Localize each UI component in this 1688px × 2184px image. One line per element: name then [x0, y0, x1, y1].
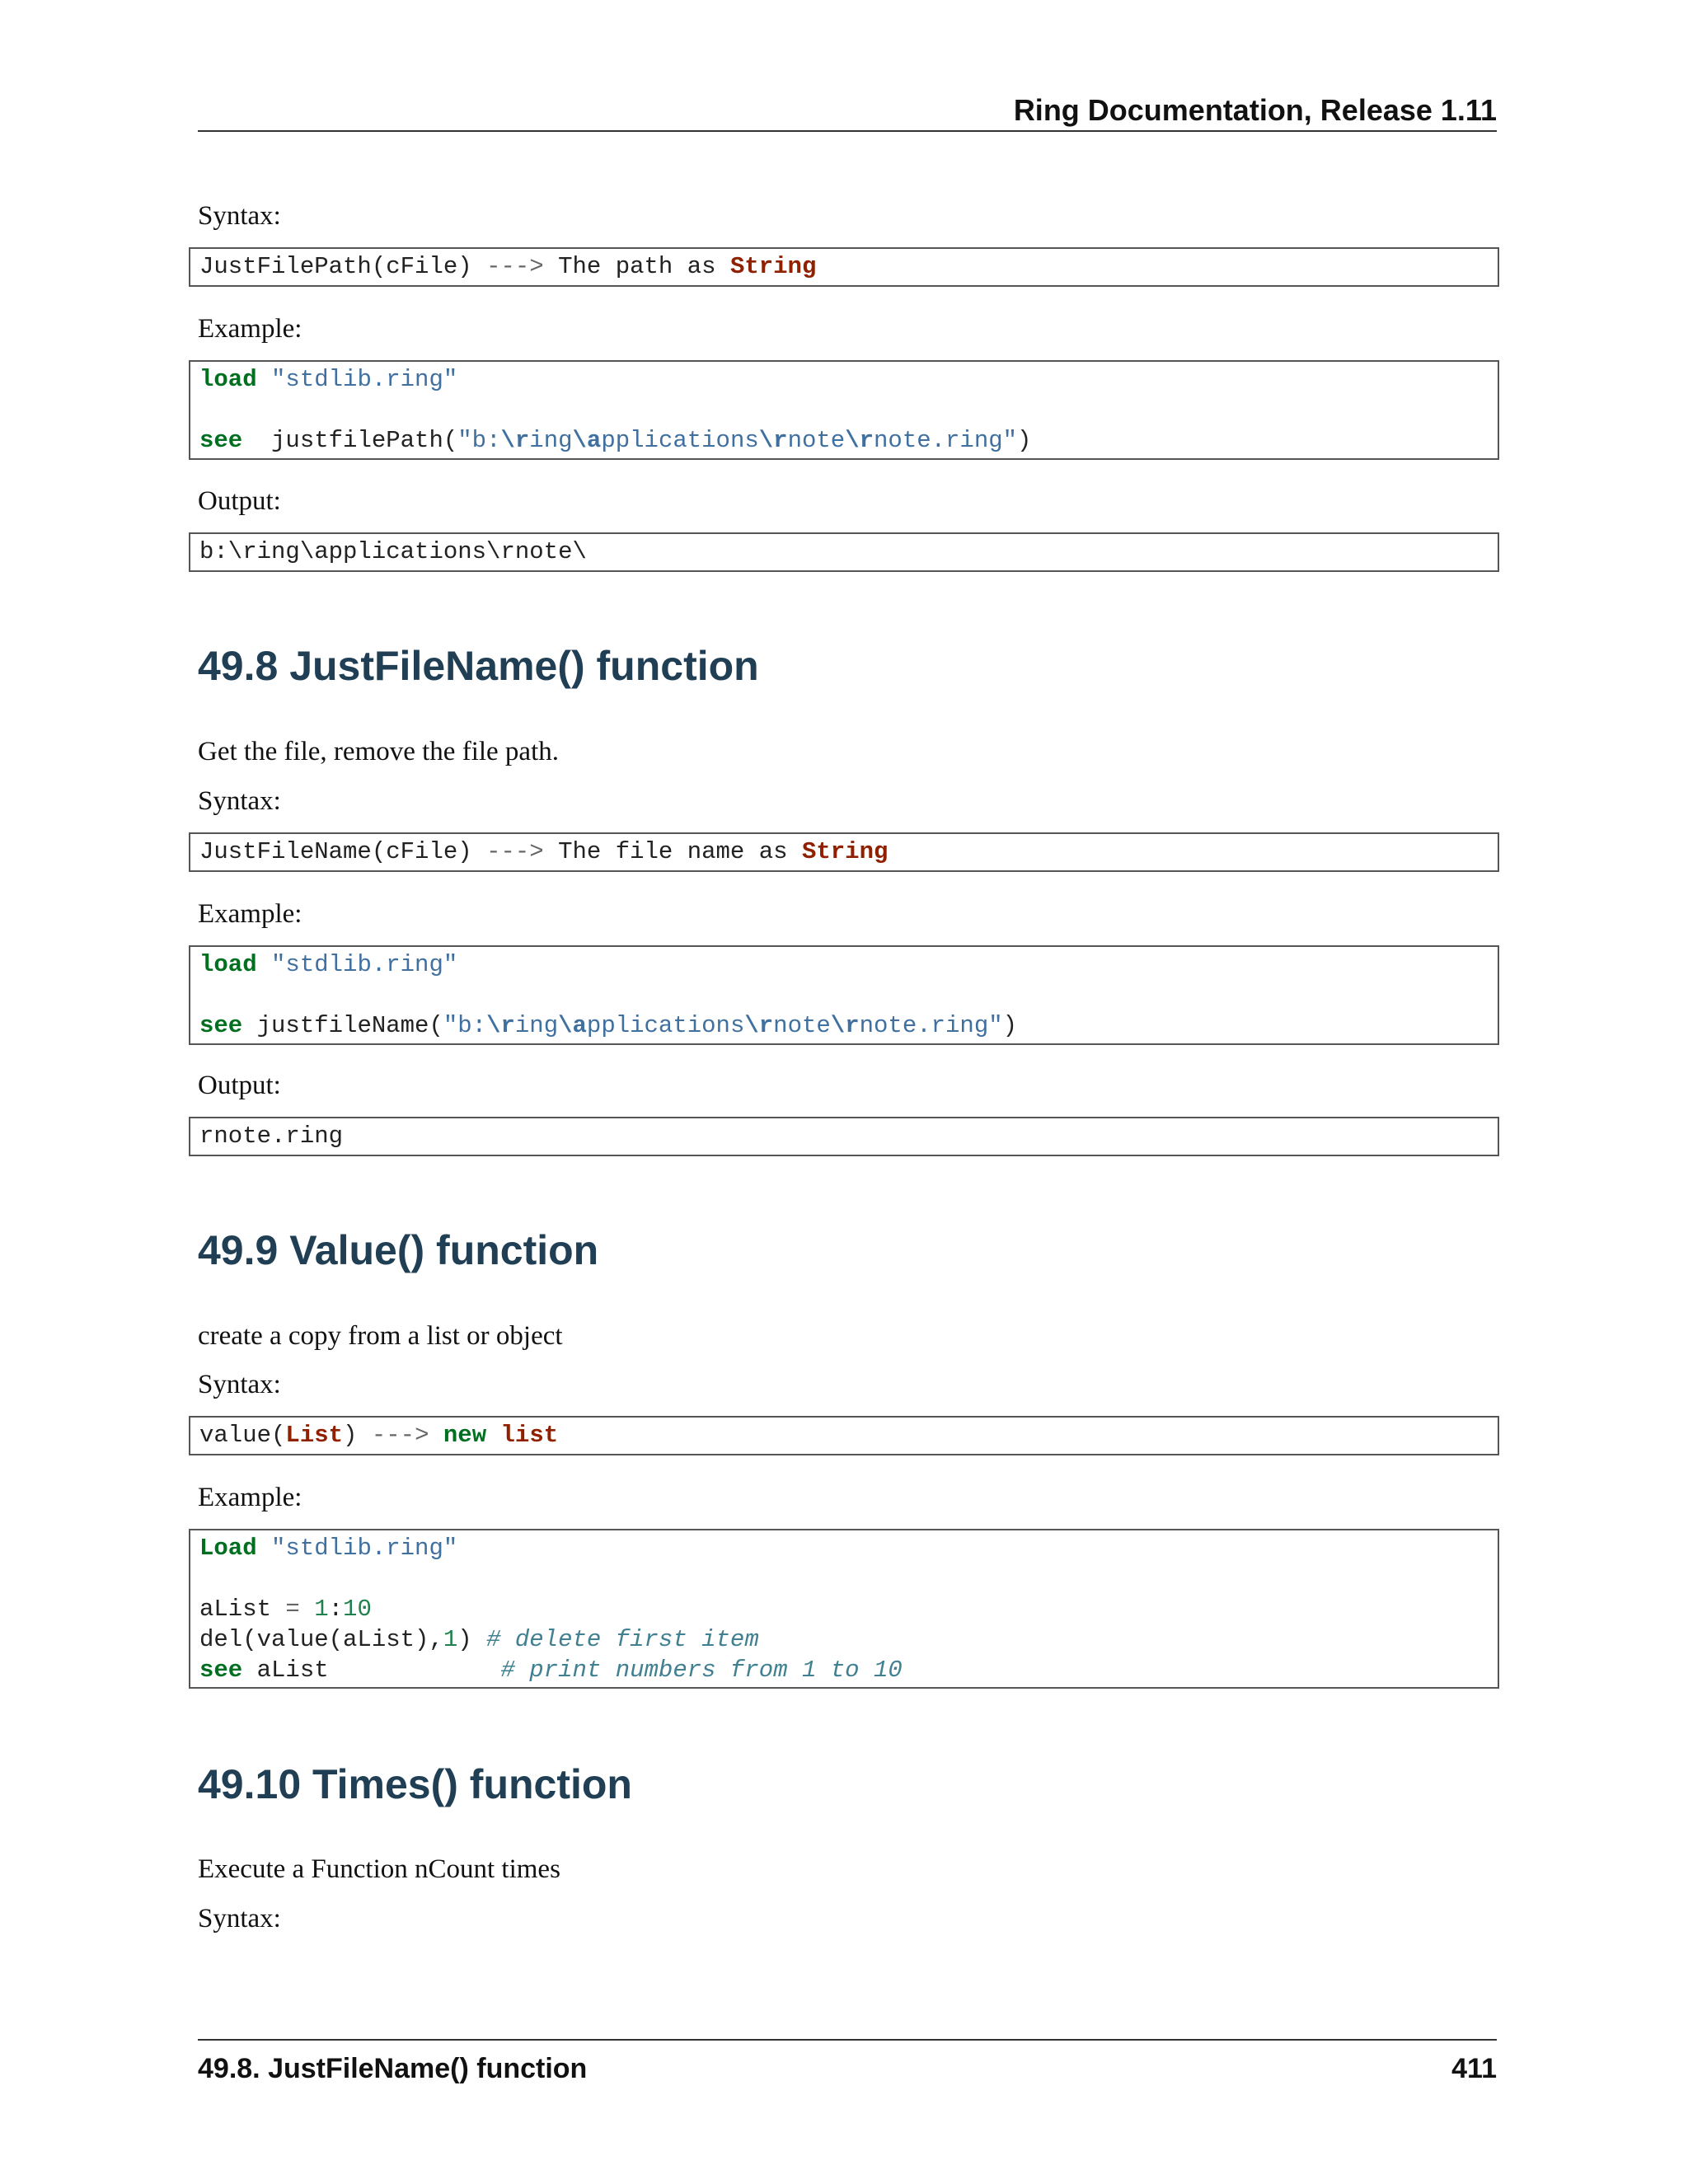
example-label: Example:	[198, 1483, 302, 1512]
output-label: Output:	[198, 486, 281, 516]
syntax-label: Syntax:	[198, 1904, 281, 1933]
example-label: Example:	[198, 899, 302, 929]
section-heading-justfilename: 49.8 JustFileName() function	[198, 643, 759, 689]
page-number: 411	[1451, 2053, 1497, 2084]
syntax-label: Syntax:	[198, 1370, 281, 1399]
justfilepath-example-code: load "stdlib.ring" see justfilePath("b:\ring\applications\rnote\rnote.ring")	[189, 360, 1499, 460]
page-footer	[198, 2039, 1497, 2082]
page-header	[198, 92, 1497, 132]
justfilepath-syntax-code: JustFilePath(cFile) ---> The path as String	[189, 247, 1499, 287]
section-heading-times: 49.10 Times() function	[198, 1761, 632, 1807]
justfilename-example-code: load "stdlib.ring" see justfileName("b:\ring\applications\rnote\rnote.ring")	[189, 945, 1499, 1045]
value-description: create a copy from a list or object	[198, 1321, 563, 1351]
justfilename-syntax-code: JustFileName(cFile) ---> The file name as String	[189, 832, 1499, 872]
value-syntax-code: value(List) ---> new list	[189, 1416, 1499, 1455]
section-heading-value: 49.9 Value() function	[198, 1227, 599, 1273]
value-example-code: Load "stdlib.ring" aList = 1:10 del(value(aList),1) # delete first item see aList # print numbers from 1 to 10	[189, 1529, 1499, 1689]
justfilename-output-code: rnote.ring	[189, 1117, 1499, 1156]
output-label: Output:	[198, 1071, 281, 1100]
syntax-label: Syntax:	[198, 786, 281, 816]
justfilepath-output-code: b:\ring\applications\rnote\	[189, 532, 1499, 572]
syntax-label: Syntax:	[198, 201, 281, 231]
footer-section-title: 49.8. JustFileName() function	[198, 2053, 588, 2084]
example-label: Example:	[198, 314, 302, 344]
justfilename-description: Get the file, remove the file path.	[198, 737, 559, 766]
header-title: Ring Documentation, Release 1.11	[1013, 93, 1497, 127]
times-description: Execute a Function nCount times	[198, 1854, 560, 1884]
